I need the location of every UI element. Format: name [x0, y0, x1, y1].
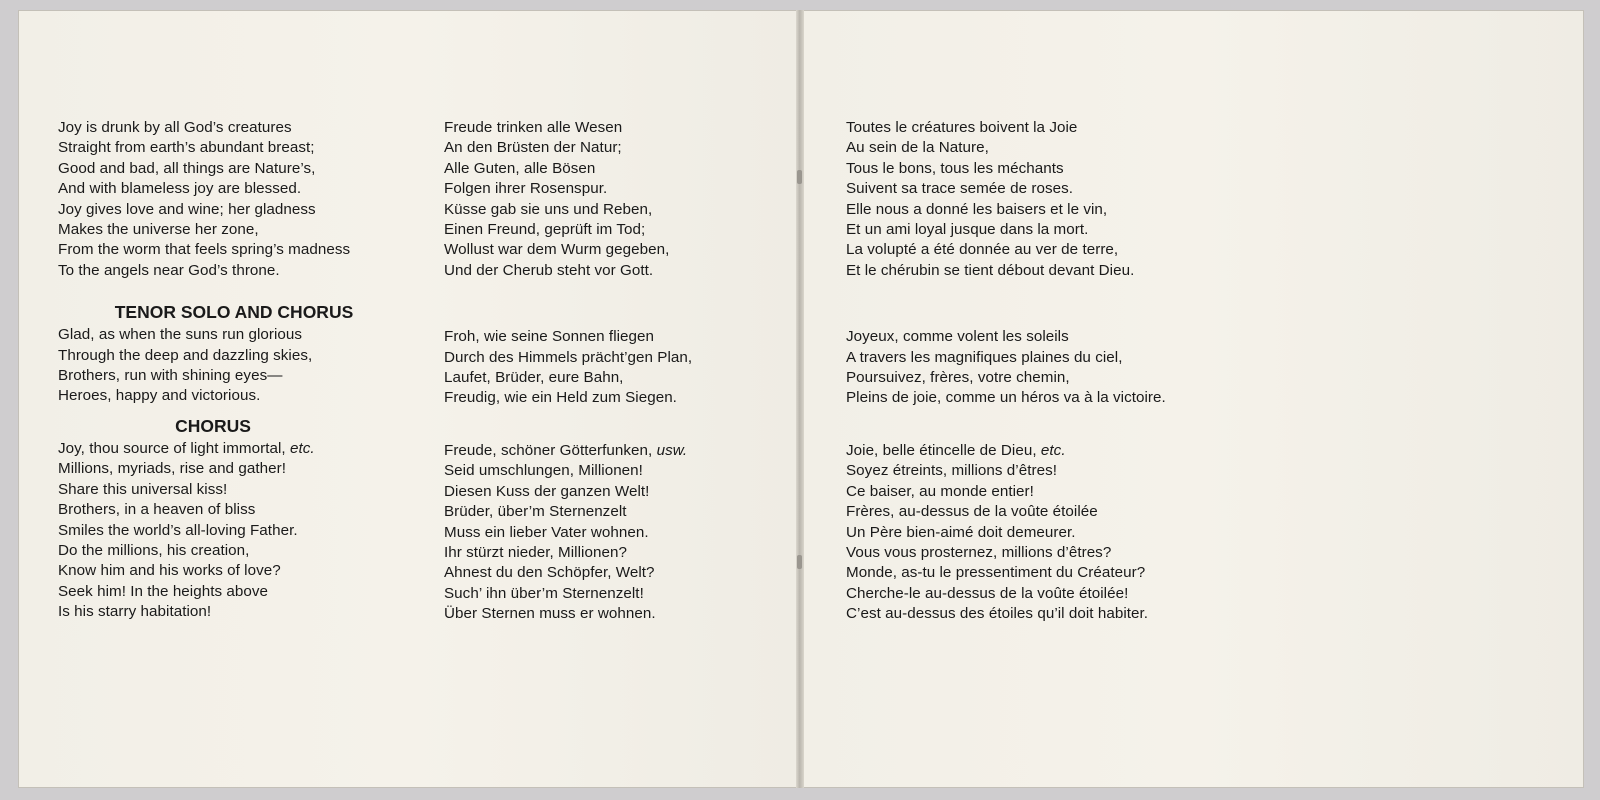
german-stanza-3-first-line: Freude, schöner Götterfunken, usw.: [444, 441, 688, 459]
lyric-line: Cherche-le au-dessus de la voûte étoilée!: [846, 584, 1129, 602]
lyric-line: Vous vous prosternez, millions d’êtres?: [846, 543, 1112, 561]
french-stanza-2: [846, 327, 1286, 409]
lyric-line: And with blameless joy are blessed.: [58, 180, 302, 198]
lyric-line: Brothers, run with shining eyes—: [58, 367, 283, 385]
lyric-line: Et le chérubin se tient débout devant Dieu.: [846, 261, 1135, 279]
lyric-line: Froh, wie seine Sonnen fliegen: [444, 328, 655, 346]
lyric-line: Poursuivez, frères, votre chemin,: [846, 369, 1070, 387]
staple: [797, 555, 802, 569]
german-stanza-2: [444, 327, 774, 409]
french-stanza-3-first-line: Joie, belle étincelle de Dieu, etc.: [846, 441, 1066, 459]
german-stanza-3: [444, 461, 774, 624]
french-stanza-1: [846, 118, 1286, 281]
lyric-line: Joy is drunk by all God’s creatures: [58, 119, 292, 136]
lyric-line: Joy gives love and wine; her gladness: [58, 200, 316, 218]
lyric-line: Through the deep and dazzling skies,: [58, 346, 313, 364]
german-stanza-1: [444, 118, 774, 281]
lyric-line: C’est au-dessus des étoiles qu’il doit habiter.: [846, 605, 1149, 623]
lyric-line: Muss ein lieber Vater wohnen.: [444, 523, 649, 541]
lyric-line: Durch des Himmels prächt’gen Plan,: [444, 348, 693, 366]
lyric-line: Such’ ihn über’m Sternenzelt!: [444, 584, 644, 602]
lyric-line: Seek him! In the heights above: [58, 582, 269, 600]
english-stanza-3-first-line: Joy, thou source of light immortal, etc.: [58, 439, 315, 457]
english-stanza-1: [58, 118, 418, 281]
lyric-line: Glad, as when the suns run glorious: [58, 326, 303, 344]
chorus-heading: CHORUS: [175, 415, 251, 436]
lyric-line: Soyez étreints, millions d’êtres!: [846, 462, 1057, 480]
lyric-line: Heroes, happy and victorious.: [58, 387, 261, 405]
lyric-line: Ahnest du den Schöpfer, Welt?: [444, 564, 655, 582]
lyric-line: Au sein de la Nature,: [846, 139, 989, 157]
lyric-line: Is his starry habitation!: [58, 603, 212, 621]
lyric-line: Et un ami loyal jusque dans la mort.: [846, 221, 1089, 239]
lyric-line: Share this universal kiss!: [58, 480, 228, 498]
lyric-line: Brüder, über’m Sternenzelt: [444, 503, 627, 521]
lyric-line: Ihr stürzt nieder, Millionen?: [444, 543, 627, 561]
lyric-line: Diesen Kuss der ganzen Welt!: [444, 482, 650, 500]
french-stanza-3: [846, 461, 1286, 624]
lyric-line: Ce baiser, au monde entier!: [846, 482, 1034, 500]
lyric-line: Millions, myriads, rise and gather!: [58, 460, 286, 478]
lyric-line: Küsse gab sie uns und Reben,: [444, 200, 653, 218]
lyric-line: Einen Freund, geprüft im Tod;: [444, 221, 646, 239]
english-stanza-2: [58, 325, 418, 407]
tenor-solo-heading: TENOR SOLO AND CHORUS: [114, 302, 354, 323]
lyric-line: Und der Cherub steht vor Gott.: [444, 261, 654, 279]
lyric-line: Joyeux, comme volent les soleils: [846, 328, 1069, 346]
lyric-line: To the angels near God’s throne.: [58, 261, 280, 279]
lyric-line: From the worm that feels spring’s madness: [58, 241, 351, 259]
lyric-line: Laufet, Brüder, eure Bahn,: [444, 369, 624, 387]
lyric-line: Alle Guten, alle Bösen: [444, 159, 596, 177]
lyric-line: Elle nous a donné les baisers et le vin,: [846, 200, 1108, 218]
lyric-line: Seid umschlungen, Millionen!: [444, 462, 643, 480]
lyric-line: Tous le bons, tous les méchants: [846, 159, 1064, 177]
booklet-spine: [796, 10, 804, 788]
lyric-line: Wollust war dem Wurm gegeben,: [444, 241, 670, 259]
english-stanza-3: [58, 459, 418, 622]
lyric-line: La volupté a été donnée au ver de terre,: [846, 241, 1119, 259]
staple: [797, 170, 802, 184]
lyric-line: Pleins de joie, comme un héros va à la victoire.: [846, 389, 1166, 407]
german-lyrics-column: [444, 118, 774, 625]
lyric-line: Makes the universe her zone,: [58, 221, 259, 239]
lyric-line: Über Sternen muss er wohnen.: [444, 605, 656, 623]
english-lyrics-column: [58, 118, 418, 623]
lyric-line: Know him and his works of love?: [58, 562, 281, 580]
lyric-line: Folgen ihrer Rosenspur.: [444, 180, 608, 198]
lyric-line: Good and bad, all things are Nature’s,: [58, 159, 316, 177]
lyric-line: Frères, au-dessus de la voûte étoilée: [846, 503, 1098, 521]
french-lyrics-column: [846, 118, 1286, 625]
lyric-line: Toutes le créatures boivent la Joie: [846, 119, 1078, 136]
lyric-line: Smiles the world’s all-loving Father.: [58, 521, 298, 539]
lyric-line: Freudig, wie ein Held zum Siegen.: [444, 389, 677, 407]
lyric-line: A travers les magnifiques plaines du ciel,: [846, 348, 1123, 366]
lyric-line: Straight from earth’s abundant breast;: [58, 139, 315, 157]
lyric-line: Suivent sa trace semée de roses.: [846, 180, 1073, 198]
lyric-line: Freude trinken alle Wesen: [444, 119, 623, 136]
lyric-line: Do the millions, his creation,: [58, 541, 250, 559]
lyric-line: An den Brüsten der Natur;: [444, 139, 622, 157]
lyric-line: Un Père bien-aimé doit demeurer.: [846, 523, 1076, 541]
lyric-line: Monde, as-tu le pressentiment du Créateur?: [846, 564, 1146, 582]
lyric-line: Brothers, in a heaven of bliss: [58, 501, 256, 519]
